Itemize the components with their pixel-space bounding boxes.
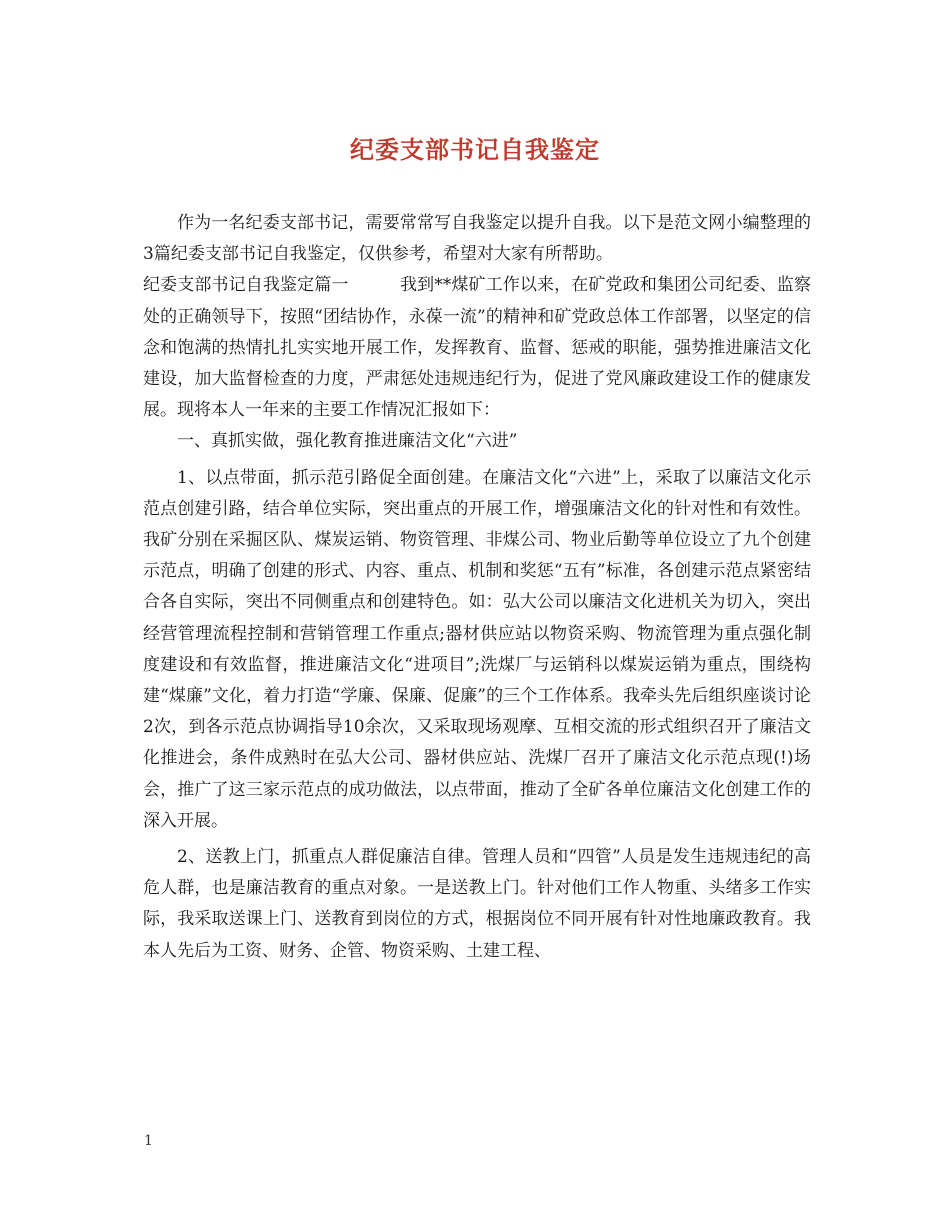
page-number: 1 <box>144 1133 153 1149</box>
document-title: 纪委支部书记自我鉴定 <box>350 135 600 164</box>
heading-paragraph: 一、真抓实做，强化教育推进廉洁文化“六进” <box>177 431 518 452</box>
point-two-paragraph: 2、送教上门，抓重点人群促廉洁自律。管理人员和“四管”人员是发生违规违纪的高危人群，也是廉洁教育的重点对象。一是送教上门。针对他们工作人物重、头绪多工作实际，我采取送课上门、送教育到岗位的方式，根据岗位不同开展有针对性地廉政教育。我本人先后为工资、财务、企管、物资采购、土建工程、 <box>143 847 811 961</box>
point-one-paragraph: 1、以点带面，抓示范引路促全面创建。在廉洁文化“六进”上，采取了以廉洁文化示范点创建引路，结合单位实际，突出重点的开展工作，增强廉洁文化的针对性和有效性。我矿分别在采掘区队、煤炭运销、物资管理、非煤公司、物业后勤等单位设立了九个创建示范点，明确了创建的形式、内容、重点、机制和奖惩“五有”标准，各创建示范点紧密结合各自实际，突出不同侧重点和创建特色。如：弘大公司以廉洁文化进机关为切入，突出经营管理流程控制和营销管理工作重点;器材供应站以物资采购、物流管理为重点强化制度建设和有效监督，推进廉洁文化“进项目”;洗煤厂与运销科以煤炭运销为重点，围绕构建“煤廉”文化，着力打造“学廉、保廉、促廉”的三个工作体系。我牵头先后组织座谈讨论2次，到各示范点协调指导10余次，又采取现场观摩、互相交流的形式组织召开了廉洁文化推进会，条件成熟时在弘大公司、器材供应站、洗煤厂召开了廉洁文化示范点现(!)场会，推广了这三家示范点的成功做法，以点带面，推动了全矿各单位廉洁文化创建工作的深入开展。 <box>143 467 811 831</box>
document-body <box>143 208 811 967</box>
section-one-paragraph: 纪委支部书记自我鉴定篇一 我到**煤矿工作以来，在矿党政和集团公司纪委、监察处的正确领导下，按照“团结协作，永葆一流”的精神和矿党政总体工作部署，以坚定的信念和饱满的热情扎扎实实地开展工作，发挥教育、监督、惩戒的职能，强势推进廉洁文化建设，加大监督检查的力度，严肃惩处违规违纪行为，促进了党风廉政建设工作的健康发展。现将本人一年来的主要工作情况汇报如下： <box>143 275 811 421</box>
intro-paragraph: 作为一名纪委支部书记，需要常常写自我鉴定以提升自我。以下是范文网小编整理的3篇纪委支部书记自我鉴定，仅供参考，希望对大家有所帮助。 <box>143 213 811 265</box>
